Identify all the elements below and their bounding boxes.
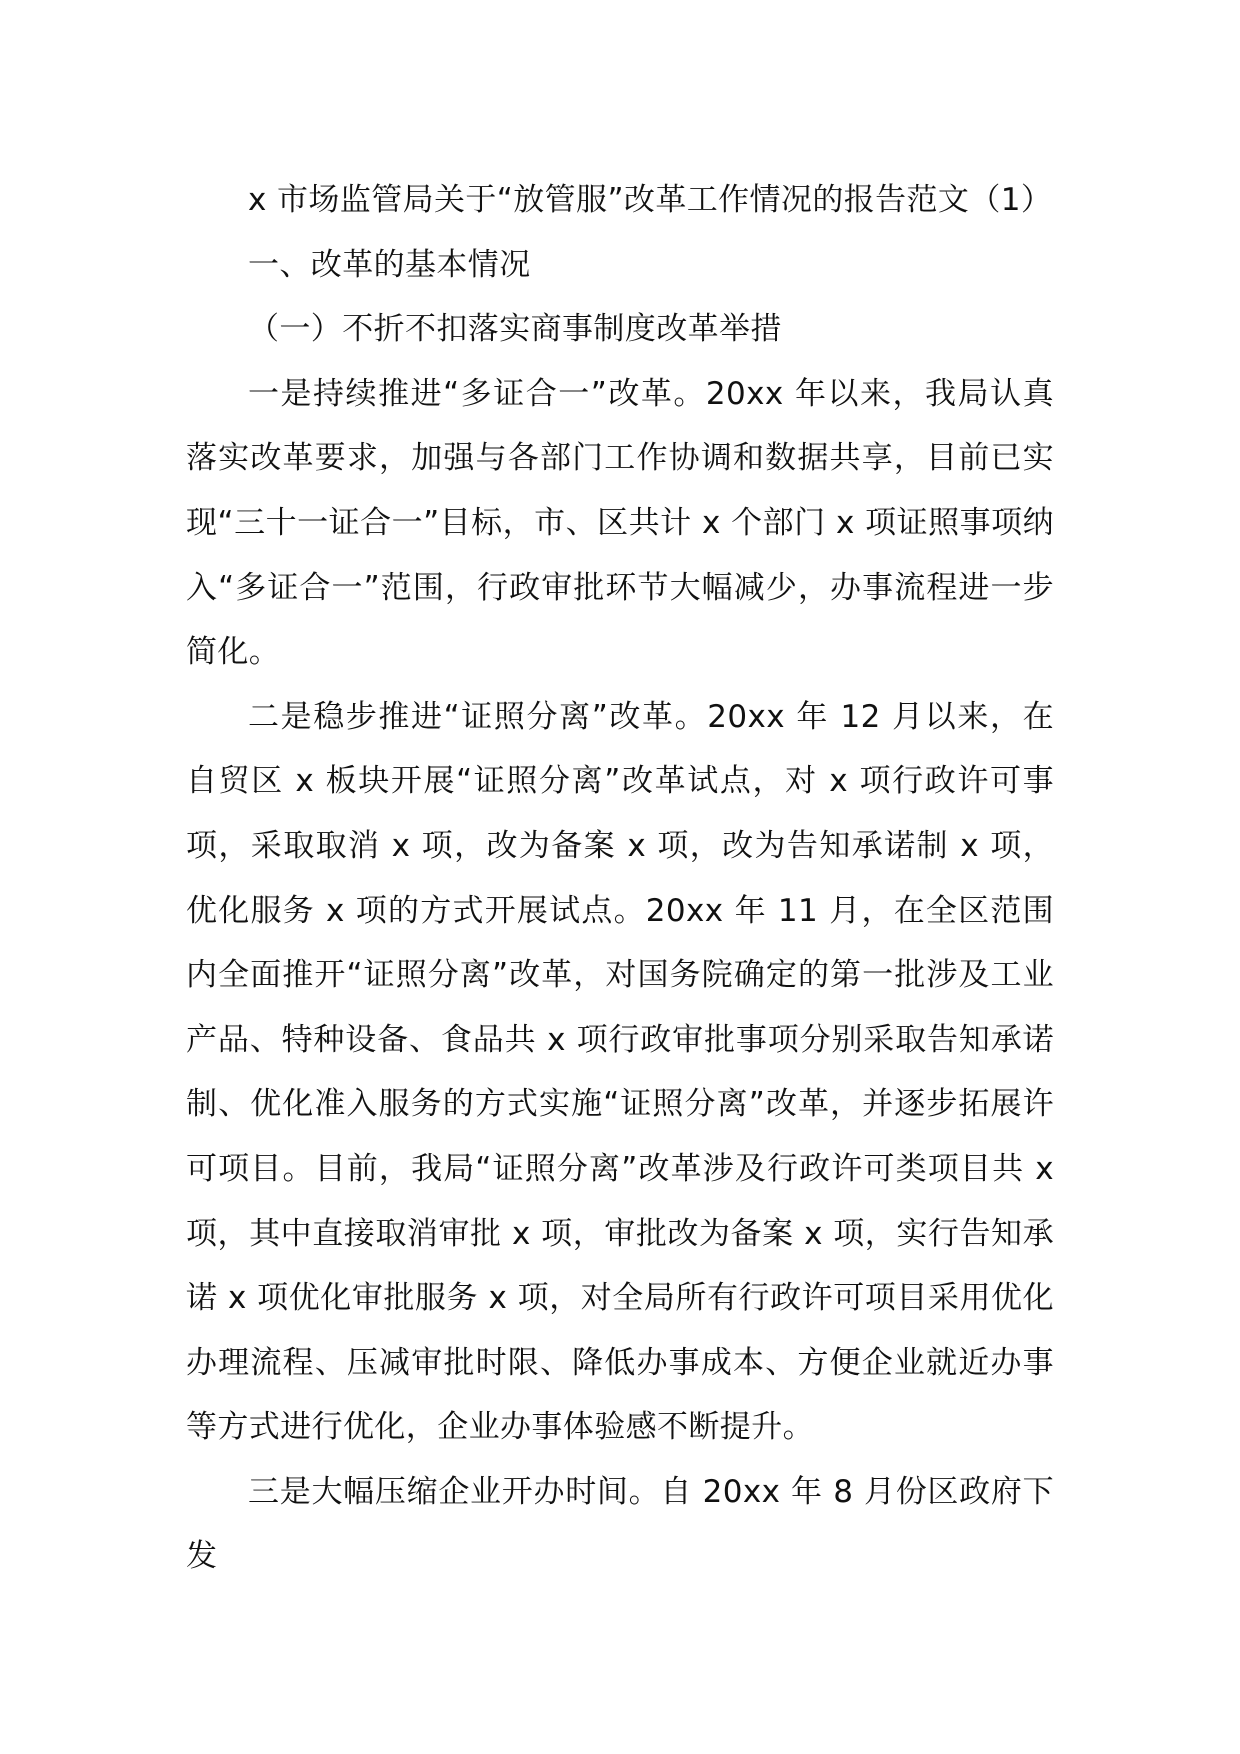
subsection-heading: （一）不折不扣落实商事制度改革举措	[248, 311, 782, 348]
document-title: x 市场监管局关于“放管服”改革工作情况的报告范文（1）	[248, 182, 1053, 218]
paragraph-2: 二是稳步推进“证照分离”改革。20xx 年 12 月以来，在自贸区 x 板块开展“证照分离”改革试点，对 x 项行政许可事项，采取取消 x 项，改为备案 x 项，改为告知承诺制 x 项，优化服务 x 项的方式开展试点。20xx 年 11 月，在全区范围内全面推开“证照分离”改革，对国务院确定的第一批涉及工业产品、特种设备、食品共 x 项行政审批事项分别采取告知承诺制、优化准入服务的方式实施“证照分离”改革，并逐步拓展许可项目。目前，我局“证照分离”改革涉及行政许可类项目共 x 项，其中直接取消审批 x 项，审批改为备案 x 项，实行告知承诺 x 项优化审批服务 x 项，对全局所有行政许可项目采用优化办理流程、压减审批时限、降低办事成本、方便企业就近办事等方式进行优化，企业办事体验感不断提升。	[186, 698, 1054, 1446]
paragraph-1: 一是持续推进“多证合一”改革。20xx 年以来，我局认真落实改革要求，加强与各部门工作协调和数据共享，目前已实现“三十一证合一”目标，市、区共计 x 个部门 x 项证照事项纳入“多证合一”范围，行政审批环节大幅减少，办事流程进一步简化。	[186, 375, 1054, 671]
document-body	[186, 168, 1054, 1589]
section-heading: 一、改革的基本情况	[248, 246, 531, 283]
paragraph-3: 三是大幅压缩企业开办时间。自 20xx 年 8 月份区政府下发	[186, 1473, 1054, 1575]
